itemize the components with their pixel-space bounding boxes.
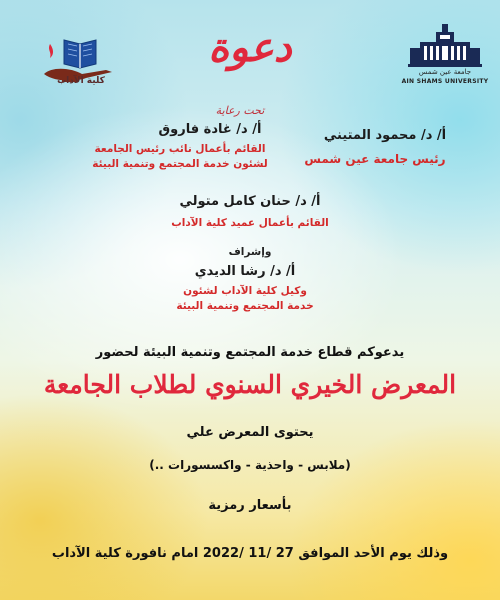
vice-dean-role-line1: وكيل كلية الآداب لشئون <box>183 285 307 297</box>
event-date-location: وذلك يوم الأحد الموافق 27 /11 /2022 امام نافورة كلية الآداب <box>51 546 449 561</box>
president-role: رئيس جامعة عين شمس <box>304 152 446 166</box>
vice-president-role <box>80 142 280 172</box>
event-headline: المعرض الخيري السنوي لطلاب الجامعة <box>43 370 457 399</box>
university-caption-en: AIN SHAMS UNIVERSITY <box>401 78 489 85</box>
vice-president-name: أ/ د/ غادة فاروق <box>158 122 262 137</box>
vice-president-role-line2: لشئون خدمة المجتمع وتنمية البيئة <box>92 158 268 170</box>
invitation-title: دعوة <box>208 24 292 71</box>
vice-dean-role <box>140 284 350 314</box>
vice-president-role-line1: القائم بأعمال نائب رئيس الجامعة <box>94 143 266 155</box>
prices-note: بأسعار رمزية <box>208 498 292 513</box>
exhibition-contains-label: يحتوى المعرض علي <box>186 425 314 440</box>
president-name: أ/ د/ محمود المتيني <box>323 128 447 143</box>
university-caption-ar: جامعة عين شمس <box>418 68 472 76</box>
dean-name: أ/ د/ حنان كامل متولي <box>179 194 321 209</box>
vice-dean-name: أ/ د/ رشا الديدي <box>194 264 296 279</box>
supervision-label: وإشراف <box>228 246 272 258</box>
dean-role: القائم بأعمال عميد كلية الآداب <box>171 217 329 229</box>
under-sponsorship-label: تحت رعاية <box>215 104 265 117</box>
invite-text: يدعوكم قطاع خدمة المجتمع وتنمية البيئة لحضور <box>95 345 405 360</box>
faculty-caption: كلية الآداب <box>57 76 105 86</box>
exhibition-items: (ملابس - واحذية - واكسسورات ..) <box>149 458 351 472</box>
vice-dean-role-line2: خدمة المجتمع وتنمية البيئة <box>176 300 314 312</box>
